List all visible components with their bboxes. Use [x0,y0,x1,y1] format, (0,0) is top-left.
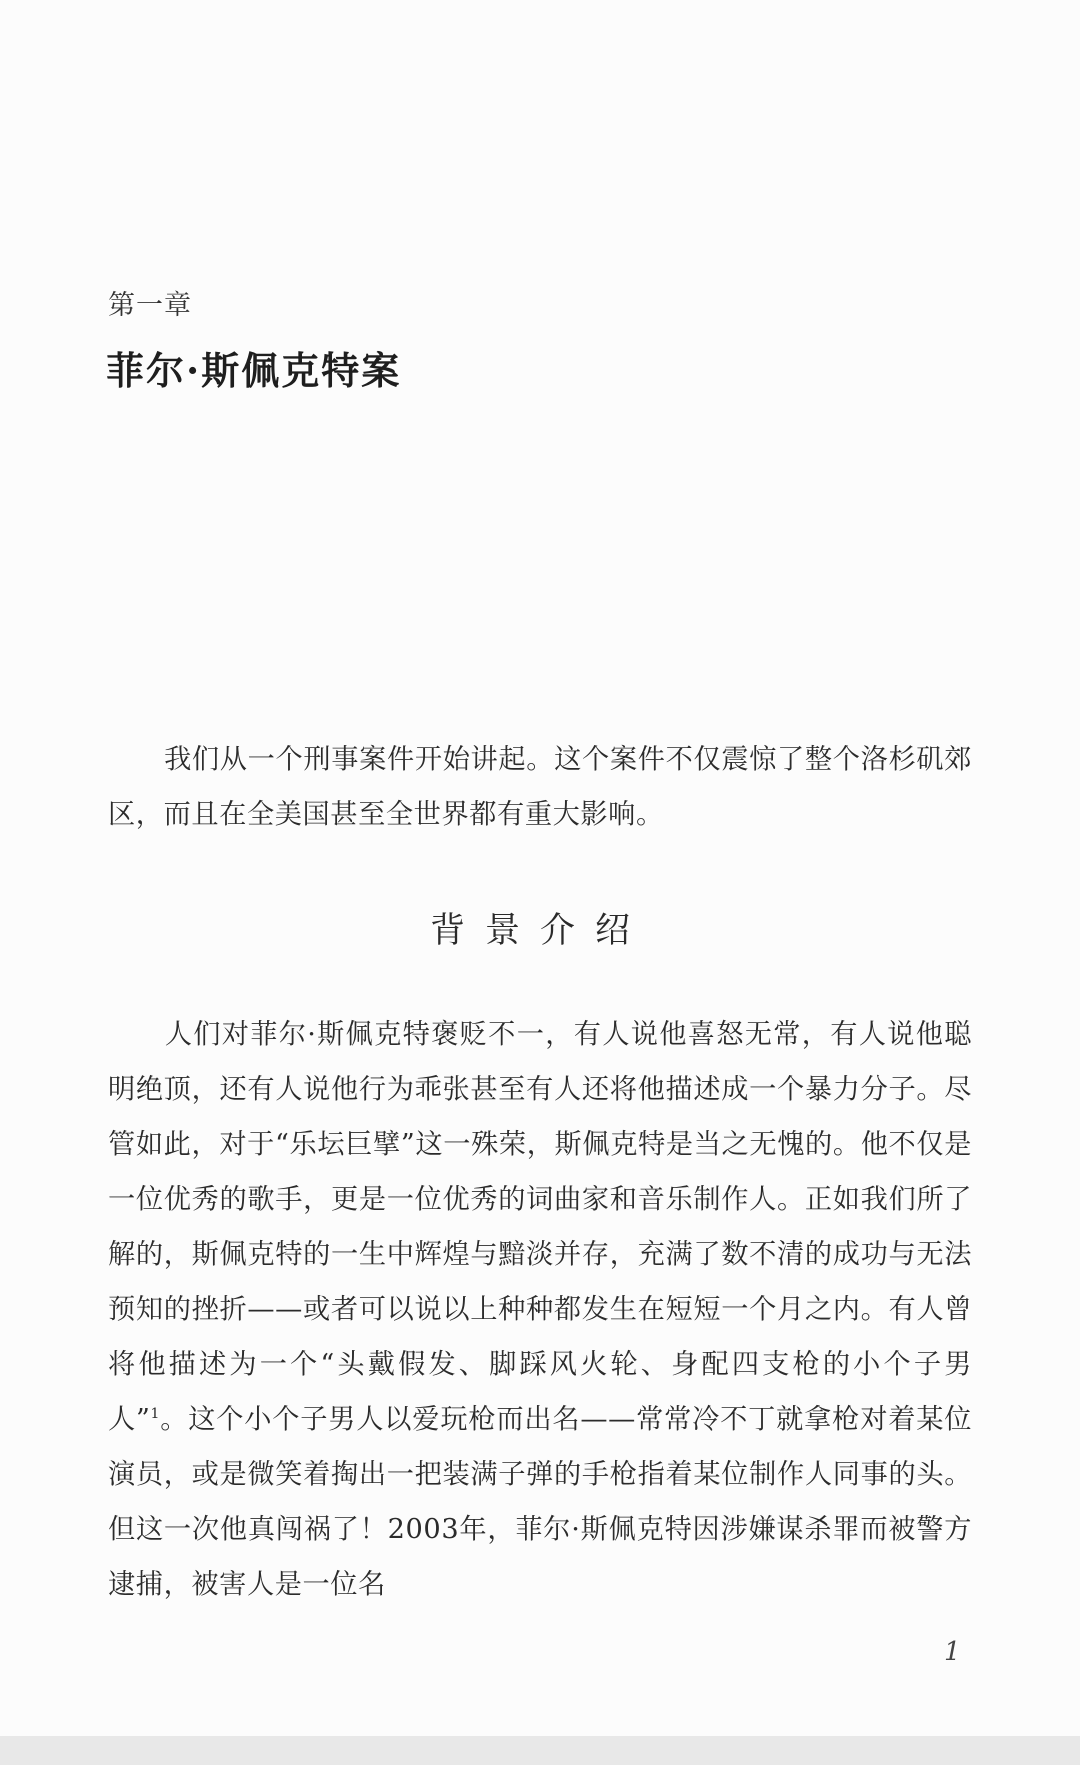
scan-bottom-edge [0,1736,1080,1765]
body-paragraph [108,1007,972,1612]
section-heading: 背景介绍 [429,911,650,951]
intro-paragraph [108,732,972,842]
body-text-part-2: 。这个小个子男人以爱玩枪而出名——常常冷不丁就拿枪对着某位演员，或是微笑着掏出一把装满子弹的手枪指着某位制作人同事的头。但这一次他真闯祸了！2003年，菲尔·斯佩克特因涉嫌谋杀罪而被警方逮捕，被害人是一位名 [108,1404,972,1600]
chapter-title: 菲尔·斯佩克特案 [106,348,402,393]
body-text-part-1: 人们对菲尔·斯佩克特褒贬不一，有人说他喜怒无常，有人说他聪明绝顶，还有人说他行为乖张甚至有人还将他描述成一个暴力分子。尽管如此，对于“乐坛巨擘”这一殊荣，斯佩克特是当之无愧的。他不仅是一位优秀的歌手，更是一位优秀的词曲家和音乐制作人。正如我们所了解的，斯佩克特的一生中辉煌与黯淡并存，充满了数不清的成功与无法预知的挫折——或者可以说以上种种都发生在短短一个月之内。有人曾将他描述为一个“头戴假发、脚踩风火轮、身配四支枪的小个子男人” [108,1019,972,1435]
chapter-label: 第一章 [108,290,192,321]
page-number: 1 [944,1637,961,1667]
footnote-reference: 1 [150,1405,161,1422]
intro-text: 我们从一个刑事案件开始讲起。这个案件不仅震惊了整个洛杉矶郊区，而且在全美国甚至全世界都有重大影响。 [108,744,972,830]
